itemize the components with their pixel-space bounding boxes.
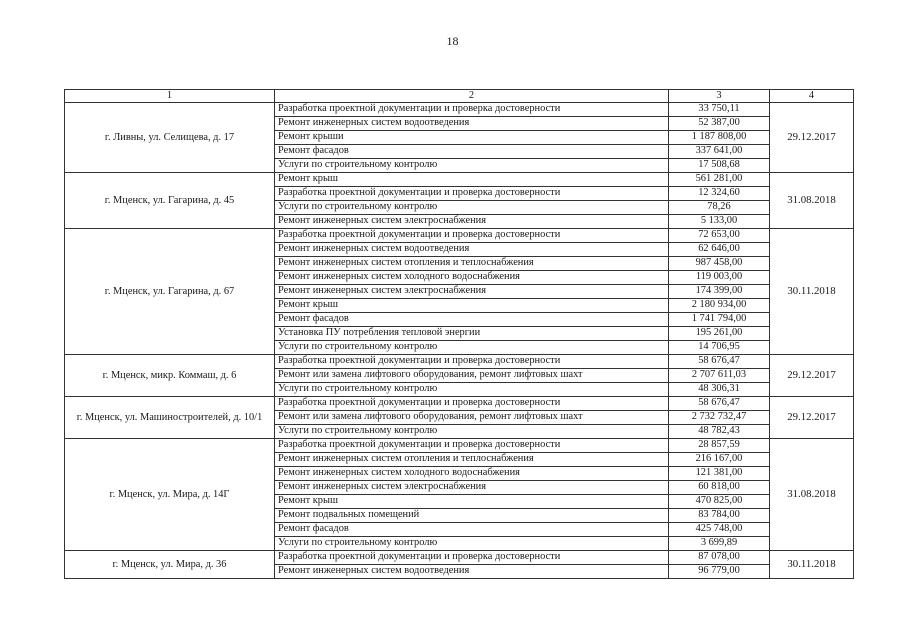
work-type-cell: Услуги по строительному контролю bbox=[275, 201, 669, 215]
work-type-cell: Ремонт или замена лифтового оборудования, ремонт лифтовых шахт bbox=[275, 369, 669, 383]
amount-cell: 60 818,00 bbox=[669, 481, 770, 495]
work-type-cell: Ремонт фасадов bbox=[275, 145, 669, 159]
work-type-cell: Разработка проектной документации и проверка достоверности bbox=[275, 355, 669, 369]
table-row bbox=[65, 173, 854, 187]
work-type-cell: Услуги по строительному контролю bbox=[275, 425, 669, 439]
amount-cell: 425 748,00 bbox=[669, 523, 770, 537]
address-cell: г. Мценск, ул. Мира, д. 36 bbox=[65, 551, 275, 579]
work-type-cell: Ремонт крыш bbox=[275, 173, 669, 187]
amount-cell: 72 653,00 bbox=[669, 229, 770, 243]
work-type-cell: Ремонт инженерных систем водоотведения bbox=[275, 243, 669, 257]
table-row bbox=[65, 355, 854, 369]
date-cell: 30.11.2018 bbox=[770, 229, 854, 355]
work-type-cell: Ремонт инженерных систем водоотведения bbox=[275, 565, 669, 579]
work-type-cell: Разработка проектной документации и проверка достоверности bbox=[275, 229, 669, 243]
amount-cell: 561 281,00 bbox=[669, 173, 770, 187]
amount-cell: 62 646,00 bbox=[669, 243, 770, 257]
amount-cell: 58 676,47 bbox=[669, 397, 770, 411]
date-cell: 29.12.2017 bbox=[770, 355, 854, 397]
amount-cell: 87 078,00 bbox=[669, 551, 770, 565]
work-type-cell: Ремонт инженерных систем отопления и теплоснабжения bbox=[275, 257, 669, 271]
amount-cell: 470 825,00 bbox=[669, 495, 770, 509]
amount-cell: 14 706,95 bbox=[669, 341, 770, 355]
work-type-cell: Ремонт крыш bbox=[275, 495, 669, 509]
work-type-cell: Ремонт инженерных систем холодного водоснабжения bbox=[275, 271, 669, 285]
date-cell: 31.08.2018 bbox=[770, 439, 854, 551]
column-header-3: 3 bbox=[669, 90, 770, 103]
works-table-body bbox=[65, 90, 854, 579]
work-type-cell: Услуги по строительному контролю bbox=[275, 341, 669, 355]
column-header-4: 4 bbox=[770, 90, 854, 103]
work-type-cell: Ремонт крыш bbox=[275, 299, 669, 313]
work-type-cell: Ремонт подвальных помещений bbox=[275, 509, 669, 523]
work-type-cell: Ремонт крыши bbox=[275, 131, 669, 145]
amount-cell: 2 180 934,00 bbox=[669, 299, 770, 313]
amount-cell: 33 750,11 bbox=[669, 103, 770, 117]
date-cell: 29.12.2017 bbox=[770, 397, 854, 439]
amount-cell: 12 324,60 bbox=[669, 187, 770, 201]
work-type-cell: Разработка проектной документации и проверка достоверности bbox=[275, 187, 669, 201]
column-header-2: 2 bbox=[275, 90, 669, 103]
work-type-cell: Разработка проектной документации и проверка достоверности bbox=[275, 439, 669, 453]
amount-cell: 28 857,59 bbox=[669, 439, 770, 453]
address-cell: г. Мценск, ул. Гагарина, д. 67 bbox=[65, 229, 275, 355]
amount-cell: 195 261,00 bbox=[669, 327, 770, 341]
amount-cell: 121 381,00 bbox=[669, 467, 770, 481]
amount-cell: 78,26 bbox=[669, 201, 770, 215]
work-type-cell: Ремонт или замена лифтового оборудования, ремонт лифтовых шахт bbox=[275, 411, 669, 425]
work-type-cell: Разработка проектной документации и проверка достоверности bbox=[275, 397, 669, 411]
work-type-cell: Услуги по строительному контролю bbox=[275, 159, 669, 173]
date-cell: 30.11.2018 bbox=[770, 551, 854, 579]
date-cell: 31.08.2018 bbox=[770, 173, 854, 229]
amount-cell: 337 641,00 bbox=[669, 145, 770, 159]
amount-cell: 52 387,00 bbox=[669, 117, 770, 131]
amount-cell: 17 508,68 bbox=[669, 159, 770, 173]
work-type-cell: Ремонт инженерных систем электроснабжения bbox=[275, 285, 669, 299]
amount-cell: 2 707 611,03 bbox=[669, 369, 770, 383]
work-type-cell: Ремонт инженерных систем электроснабжения bbox=[275, 215, 669, 229]
address-cell: г. Ливны, ул. Селищева, д. 17 bbox=[65, 103, 275, 173]
table-row bbox=[65, 551, 854, 565]
table-row bbox=[65, 397, 854, 411]
amount-cell: 48 306,31 bbox=[669, 383, 770, 397]
work-type-cell: Ремонт фасадов bbox=[275, 313, 669, 327]
amount-cell: 987 458,00 bbox=[669, 257, 770, 271]
amount-cell: 96 779,00 bbox=[669, 565, 770, 579]
amount-cell: 3 699,89 bbox=[669, 537, 770, 551]
work-type-cell: Ремонт фасадов bbox=[275, 523, 669, 537]
work-type-cell: Ремонт инженерных систем холодного водоснабжения bbox=[275, 467, 669, 481]
column-header-1: 1 bbox=[65, 90, 275, 103]
amount-cell: 174 399,00 bbox=[669, 285, 770, 299]
header-row bbox=[65, 90, 854, 103]
address-cell: г. Мценск, ул. Гагарина, д. 45 bbox=[65, 173, 275, 229]
work-type-cell: Ремонт инженерных систем электроснабжения bbox=[275, 481, 669, 495]
work-type-cell: Услуги по строительному контролю bbox=[275, 383, 669, 397]
amount-cell: 1 187 808,00 bbox=[669, 131, 770, 145]
table-row bbox=[65, 229, 854, 243]
works-table bbox=[64, 89, 854, 579]
amount-cell: 216 167,00 bbox=[669, 453, 770, 467]
amount-cell: 1 741 794,00 bbox=[669, 313, 770, 327]
work-type-cell: Ремонт инженерных систем отопления и теплоснабжения bbox=[275, 453, 669, 467]
amount-cell: 83 784,00 bbox=[669, 509, 770, 523]
amount-cell: 2 732 732,47 bbox=[669, 411, 770, 425]
address-cell: г. Мценск, ул. Машиностроителей, д. 10/1 bbox=[65, 397, 275, 439]
amount-cell: 48 782,43 bbox=[669, 425, 770, 439]
table-row bbox=[65, 439, 854, 453]
work-type-cell: Разработка проектной документации и проверка достоверности bbox=[275, 103, 669, 117]
work-type-cell: Разработка проектной документации и проверка достоверности bbox=[275, 551, 669, 565]
address-cell: г. Мценск, микр. Коммаш, д. 6 bbox=[65, 355, 275, 397]
table-row bbox=[65, 103, 854, 117]
work-type-cell: Ремонт инженерных систем водоотведения bbox=[275, 117, 669, 131]
work-type-cell: Услуги по строительному контролю bbox=[275, 537, 669, 551]
amount-cell: 58 676,47 bbox=[669, 355, 770, 369]
work-type-cell: Установка ПУ потребления тепловой энергии bbox=[275, 327, 669, 341]
date-cell: 29.12.2017 bbox=[770, 103, 854, 173]
amount-cell: 119 003,00 bbox=[669, 271, 770, 285]
amount-cell: 5 133,00 bbox=[669, 215, 770, 229]
page-number: 18 bbox=[446, 34, 459, 48]
address-cell: г. Мценск, ул. Мира, д. 14Г bbox=[65, 439, 275, 551]
